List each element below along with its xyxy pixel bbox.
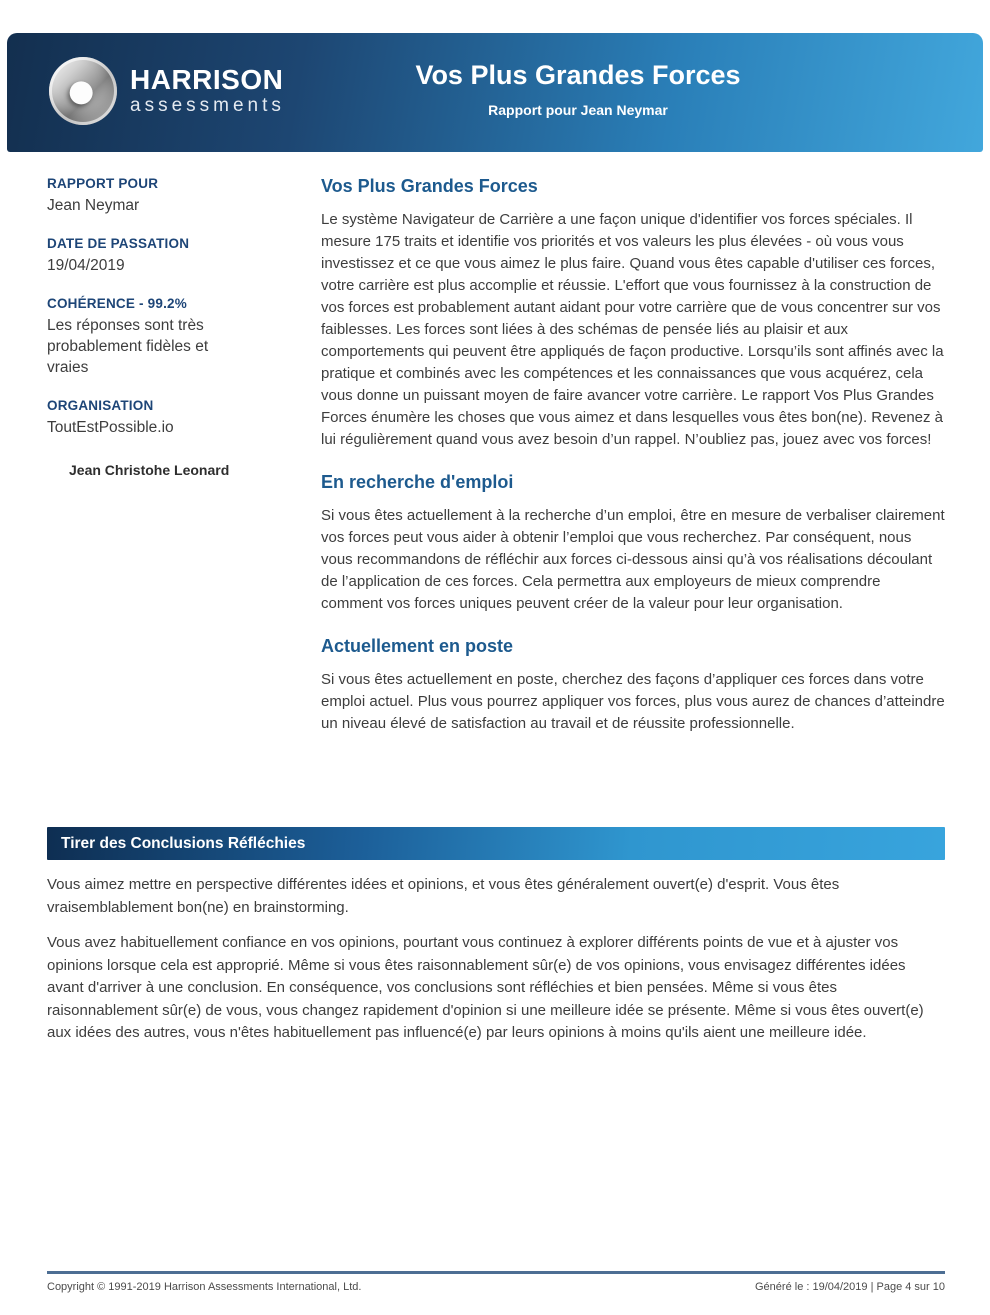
trait-section-paragraphs bbox=[47, 874, 945, 1058]
meta-field-date-passation bbox=[47, 236, 321, 276]
meta-label: RAPPORT POUR bbox=[47, 176, 159, 191]
section-body: Le système Navigateur de Carrière a une façon unique d'identifier vos forces spéciales. Il mesure 175 traits et identifie vos priorités et vos valeurs les plus élevées - où vous vous investissez et ce que vous aimez le plus faire. Quand vous êtes capable d'utiliser ces forces, votre carrière est plus accomplie et réussie. L'effort que vous fournissez à la construction de vos forces est probablement autant aidant pour votre carrière que de vous concentrer sur vos faiblesses. Les forces sont liées à des schémas de pensée liés au plaisir et aux comportements qui peuvent être appliqués de façon productive. Lorsqu’ils sont affinés avec la pratique et combinés avec les compétences et les connaissances que vous acquérez, cela vous donne un puissant moyen de faire avancer votre carrière. Le rapport Vos Plus Grandes Forces énumère les choses que vous aimez et dans lesquelles vous êtes bon(ne). Revenez à lui régulièrement quand vous avez besoin d’un rappel. N’oubliez pas, jouez avec vos forces! bbox=[321, 211, 944, 448]
page-footer bbox=[47, 1281, 945, 1293]
report-meta-sidebar bbox=[47, 176, 321, 756]
footer-divider bbox=[47, 1271, 945, 1274]
section-vos-plus-grandes-forces bbox=[321, 176, 945, 451]
meta-field-rapport-pour bbox=[47, 176, 321, 216]
meta-field-coherence bbox=[47, 296, 321, 378]
section-actuellement-en-poste bbox=[321, 636, 945, 735]
harrison-ring-logo-icon bbox=[49, 57, 117, 125]
meta-value: ToutEstPossible.io bbox=[47, 419, 174, 436]
meta-value: 19/04/2019 bbox=[47, 257, 125, 274]
trait-paragraph: Vous aimez mettre en perspective différentes idées et opinions, et vous êtes généralement ouvert(e) d'esprit. Vous êtes vraisemblablement bon(ne) en brainstorming. bbox=[47, 876, 840, 916]
section-heading: Vos Plus Grandes Forces bbox=[321, 176, 538, 196]
logo-brand-subtitle: assessments bbox=[130, 94, 285, 116]
main-column bbox=[321, 176, 945, 756]
meta-value: Les réponses sont très probablement fidèles et vraies bbox=[47, 317, 209, 376]
consultant-name: Jean Christohe Leonard bbox=[69, 462, 230, 478]
logo-brand-name: HARRISON bbox=[130, 63, 284, 95]
section-body: Si vous êtes actuellement à la recherche d’un emploi, être en mesure de verbaliser clairement vos forces peut vous aider à obtenir l’emploi que vous recherchez. Par conséquent, nous vous recommandons de réfléchir aux forces ci-dessous ainsi qu’à vos réalisations découlant de l’application de ces forces. Cela permettra aux employeurs de mieux comprendre comment vos forces uniques peuvent créer de la valeur pour leur organisation. bbox=[321, 507, 945, 612]
section-en-recherche-demploi bbox=[321, 472, 945, 615]
trait-section-title-bar: Tirer des Conclusions Réfléchies bbox=[47, 827, 945, 860]
meta-label: DATE DE PASSATION bbox=[47, 236, 190, 251]
report-title: Vos Plus Grandes Forces bbox=[415, 60, 741, 90]
banner-titles bbox=[279, 60, 877, 118]
harrison-logo bbox=[49, 57, 285, 125]
trait-paragraph: Vous avez habituellement confiance en vos opinions, pourtant vous continuez à explorer différents points de vue et à ajuster vos opinions lorsque cela est approprié. Même si vous êtes raisonnablement sûr(e) de vos opinions, vous envisagez différentes idées avant d'arriver à une conclusion. En conséquence, vos conclusions sont réfléchies et bien pensées. Même si vous êtes raisonnablement sûr(e) de vous, vous changez rapidement d'opinion si une meilleure idée se présente. Même si vous êtes ouvert(e) aux idées des autres, vous n'êtes habituellement pas influencé(e) par leurs opinions à moins qu'ils aient une meilleure idée. bbox=[47, 934, 924, 1041]
logo-text bbox=[130, 63, 285, 117]
section-heading: Actuellement en poste bbox=[321, 636, 514, 656]
section-body: Si vous êtes actuellement en poste, cherchez des façons d’appliquer ces forces dans votre emploi actuel. Plus vous pourrez appliquer vos forces, plus vous aurez de chances d’atteindre un niveau élevé de satisfaction au travail et de réussite professionnelle. bbox=[321, 671, 945, 732]
meta-label: COHÉRENCE - 99.2% bbox=[47, 296, 187, 311]
report-subtitle: Rapport pour Jean Neymar bbox=[488, 102, 668, 118]
meta-value: Jean Neymar bbox=[47, 197, 140, 214]
meta-field-organisation bbox=[47, 398, 321, 438]
header-banner bbox=[7, 33, 983, 152]
footer-copyright: Copyright © 1991-2019 Harrison Assessments International, Ltd. bbox=[47, 1281, 362, 1293]
content-columns bbox=[47, 176, 945, 756]
meta-label: ORGANISATION bbox=[47, 398, 154, 413]
section-heading: En recherche d'emploi bbox=[321, 472, 514, 492]
footer-generated-page-info: Généré le : 19/04/2019 | Page 4 sur 10 bbox=[755, 1281, 945, 1293]
